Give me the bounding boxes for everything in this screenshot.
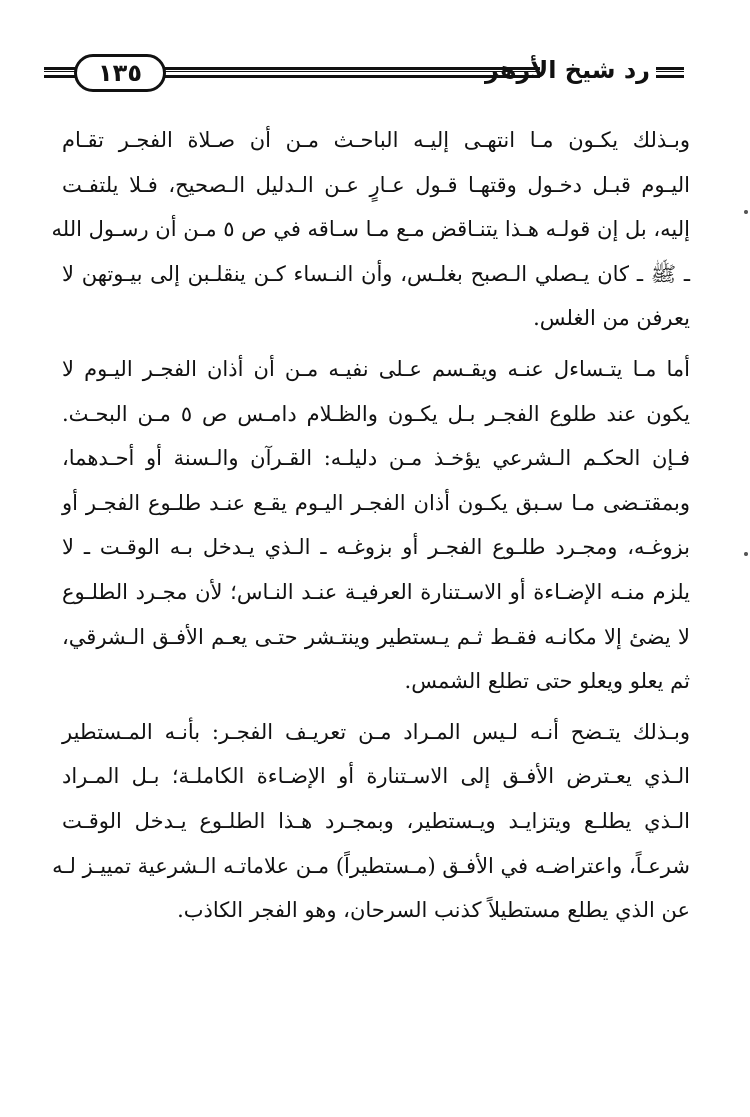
- body-text: [51, 118, 690, 933]
- scan-artifact-dot: [744, 552, 748, 556]
- text-line: يكون عند طلوع الفجـر بـل يكـون والظـلام دامـس ص ٥ مـن البحـث.: [62, 401, 690, 426]
- text-line: اليـوم قبـل دخـول وقتهـا قـول عـارٍ عـن الـدليل الـصحيح، فـلا يلتفـت: [62, 172, 690, 197]
- text-line: وبـذلك يكـون مـا انتهـى إليـه الباحـث مـن أن صـلاة الفجـر تقـام: [62, 128, 690, 152]
- text-line: الـذي يطلـع ويتزايـد ويـستطير، وبمجـرد هـذا الطلـوع يـدخل الوقـت: [62, 808, 690, 833]
- text-line: أما مـا يتـساءل عنـه ويقـسم عـلى نفيـه مـن أن أذان الفجـر اليـوم لا: [62, 356, 690, 381]
- header-rule-middle: [162, 67, 540, 78]
- page-header: [44, 52, 684, 98]
- text-line: يلزم منـه الإضـاءة أو الاسـتنارة العرفيـة عنـد النـاس؛ لأن مجـرد الطلـوع: [62, 579, 690, 604]
- text-line: لا يضئ إلا مكانـه فقـط ثـم يـستطير وينتـشر حتـى يعـم الأفـق الـشرقي،: [62, 624, 690, 649]
- text-line: عن الذي يطلع مستطيلاً كذنب السرحان، وهو الفجر الكاذب.: [177, 898, 690, 923]
- paragraph-2: [62, 347, 690, 704]
- text-line: ـ ﷺ ـ كان يـصلي الـصبح بغلـس، وأن النـساء كـن ينقلـبن إلى بيـوتهن لا: [62, 261, 690, 286]
- header-rule-right: [656, 67, 684, 78]
- page-number: ١٣٥: [74, 54, 166, 92]
- text-line: ثم يعلو ويعلو حتى تطلع الشمس.: [404, 669, 690, 694]
- running-title: رد شيخ الأزهر: [484, 56, 650, 84]
- text-line: فـإن الحكـم الـشرعي يؤخـذ مـن دليلـه: القـرآن والـسنة أو أحـدهما،: [62, 446, 690, 471]
- text-line: يعرفن من الغلس.: [533, 306, 690, 331]
- paragraph-3: [52, 710, 690, 933]
- text-line: بزوغـه، ومجـرد طلـوع الفجـر أو بزوغـه ـ الـذي يـدخل بـه الوقـت ـ لا: [62, 535, 690, 560]
- scan-artifact-dot: [744, 210, 748, 214]
- text-line: شرعـاً، واعتراضـه في الأفـق (مـستطيراً) مـن علاماتـه الـشرعية تمييـز لـه: [52, 853, 690, 878]
- text-line: وبـذلك يتـضح أنـه لـيس المـراد مـن تعريـف الفجـر: بأنـه المـستطير: [62, 719, 690, 744]
- text-line: إليه، بل إن قولـه هـذا يتنـاقض مـع مـا سـاقه في ص ٥ مـن أن رسـول الله: [51, 217, 690, 242]
- text-line: وبمقتـضى مـا سـبق يكـون أذان الفجـر اليـوم يقـع عنـد طلـوع الفجـر أو: [62, 490, 690, 515]
- text-line: الـذي يعـترض الأفـق إلى الاسـتنارة أو الإضـاءة الكاملـة؛ بـل المـراد: [62, 764, 690, 789]
- header-rule-left: [44, 67, 76, 78]
- paragraph-1: [51, 118, 690, 341]
